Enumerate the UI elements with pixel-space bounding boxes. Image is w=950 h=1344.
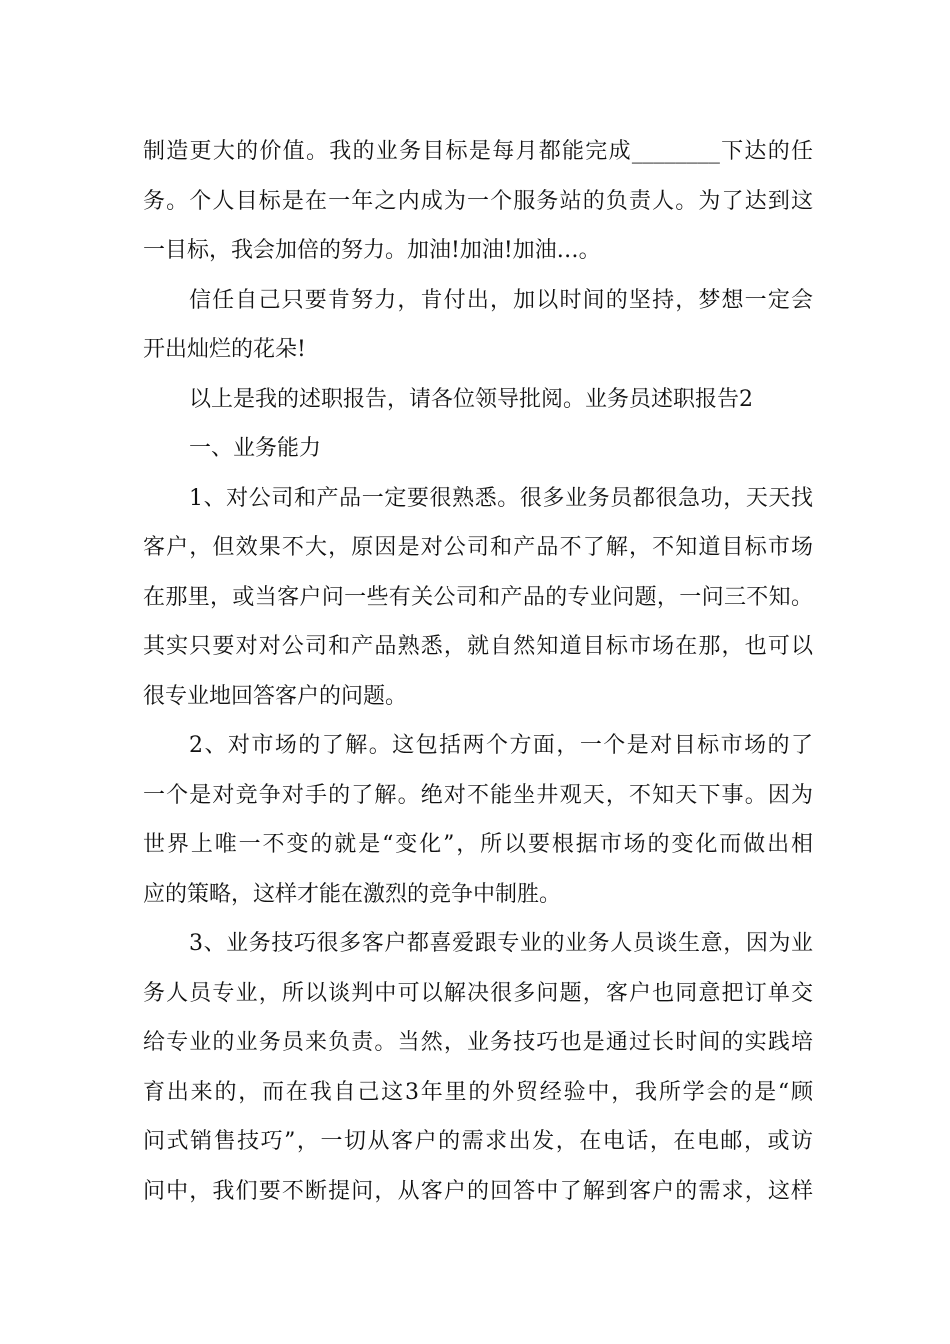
text-line: 务。个人目标是在一年之内成为一个服务站的负责人。为了达到这 [143, 188, 813, 214]
text-line: 其实只要对对公司和产品熟悉，就自然知道目标市场在那，也可以 [143, 634, 813, 659]
text-line: 问中，我们要不断提问，从客户的回答中了解到客户的需求，这样 [143, 1178, 813, 1204]
text-line: 很专业地回答客户的问题。 [143, 683, 408, 709]
text-line: 给专业的业务员来负责。当然，业务技巧也是通过长时间的实践培 [143, 1030, 813, 1055]
text-line: 育出来的，而在我自己这3年里的外贸经验中，我所学会的是“顾 [143, 1079, 813, 1105]
text-line: 一个是对竞争对手的了解。绝对不能坐井观天，不知天下事。因为 [143, 782, 813, 808]
text-line: 应的策略，这样才能在激烈的竞争中制胜。 [143, 881, 562, 907]
text-line: 问式销售技巧”，一切从客户的需求出发，在电话，在电邮，或访 [143, 1129, 813, 1154]
text-line: 一、业务能力 [189, 436, 322, 461]
text-line: 1、对公司和产品一定要很熟悉。很多业务员都很急功，天天找 [189, 485, 813, 511]
text-line: 2、对市场的了解。这包括两个方面，一个是对目标市场的了 [189, 733, 813, 758]
text-line: 务人员专业，所以谈判中可以解决很多问题，客户也同意把订单交 [143, 980, 813, 1006]
text-line: 信任自己只要肯努力，肯付出，加以时间的坚持，梦想一定会 [189, 287, 813, 313]
text-line: 一目标，我会加倍的努力。加油!加油!加油…。 [143, 238, 601, 263]
text-line: 3、业务技巧很多客户都喜爱跟专业的业务人员谈生意，因为业 [189, 931, 813, 956]
text-line: 开出灿烂的花朵! [143, 337, 306, 362]
text-line: 以上是我的述职报告，请各位领导批阅。业务员述职报告2 [189, 386, 753, 412]
text-line: 客户，但效果不大，原因是对公司和产品不了解，不知道目标市场 [143, 535, 813, 560]
text-line: 世界上唯一不变的就是“变化”，所以要根据市场的变化而做出相 [143, 832, 813, 857]
document-body [143, 127, 813, 1216]
text-line: 在那里，或当客户问一些有关公司和产品的专业问题，一问三不知。 [143, 584, 813, 610]
text-line: 制造更大的价值。我的业务目标是每月都能完成________下达的任 [143, 139, 813, 164]
